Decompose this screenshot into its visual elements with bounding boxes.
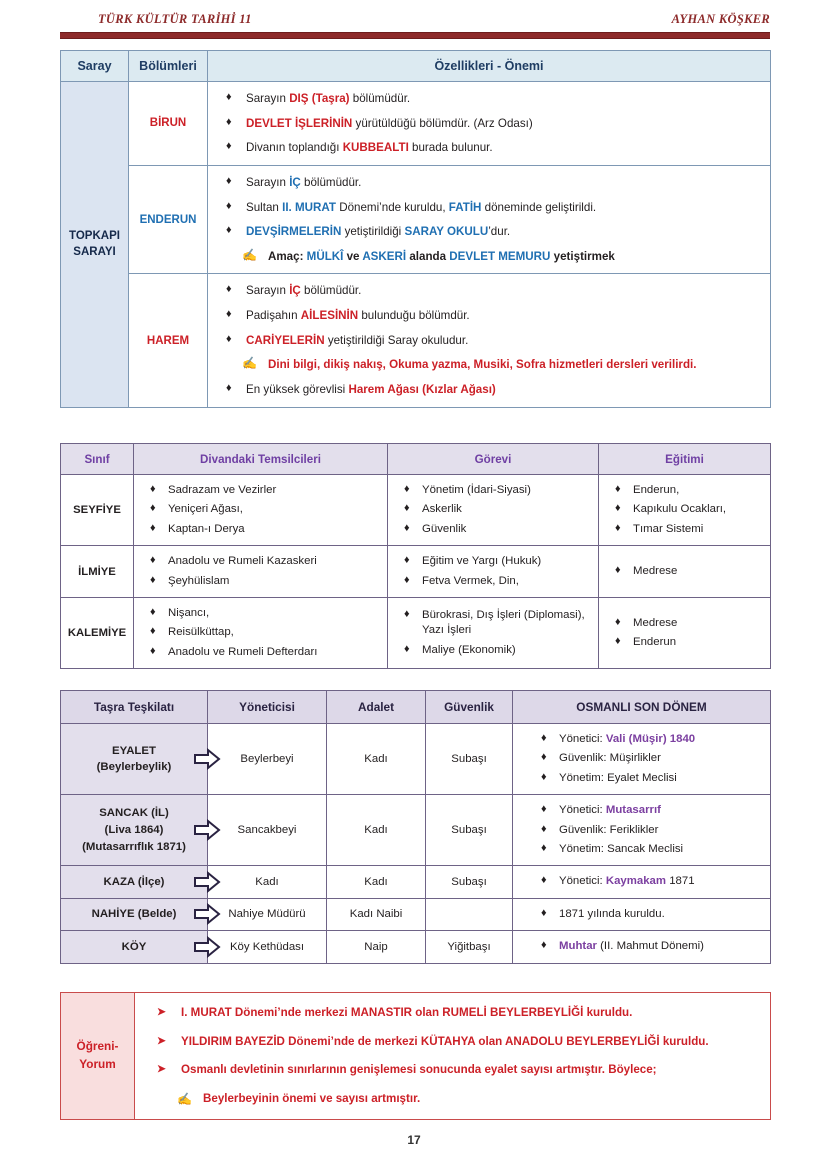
bullet-item <box>539 771 764 786</box>
section-details-cell <box>208 165 771 274</box>
security-cell: Subaşı <box>426 866 513 898</box>
section-details-cell <box>208 274 771 407</box>
bullet-item <box>539 907 764 922</box>
table-row <box>61 898 771 930</box>
note-box-body <box>135 993 771 1120</box>
table-row <box>61 274 771 407</box>
education-cell <box>599 597 771 668</box>
bullet-text: Sarayın İÇ bölümüdür. <box>246 175 362 189</box>
table-row <box>61 597 771 668</box>
bullet-text: Askerlik <box>422 503 462 516</box>
bullet-text: Yönetim (İdari-Siyasi) <box>422 484 531 496</box>
bullet-text: Anadolu ve Rumeli Kazaskeri <box>168 555 317 568</box>
bullet-item <box>224 175 760 191</box>
sub-note-item <box>224 357 760 373</box>
unit-label: SANCAK (İL) (Liva 1864) (Mutasarrıflık 1871) <box>82 807 186 853</box>
bullet-text: Nişancı, <box>168 606 210 619</box>
bullet-item <box>224 333 760 349</box>
col-header-ozellikleri: Özellikleri - Önemi <box>208 51 771 82</box>
governor-cell: Sancakbeyi <box>208 795 327 866</box>
bullet-item <box>148 554 381 569</box>
bullet-text: Bürokrasi, Dış İşleri (Diplomasi), Yazı İşleri <box>422 608 585 637</box>
bullet-list <box>402 554 592 589</box>
note-text: Osmanlı devletinin sınırlarının genişlemesi sonucunda eyalet sayısı artmıştır. Böylece; <box>181 1063 657 1077</box>
bullet-text: Şeyhülislam <box>168 574 230 587</box>
unit-label: EYALET (Beylerbeylik) <box>96 744 172 774</box>
bullet-item <box>402 608 592 639</box>
table-provincial-organization <box>60 690 771 964</box>
table-row <box>61 931 771 963</box>
table-social-classes <box>60 443 771 669</box>
duties-cell <box>388 475 599 546</box>
col-header-saray: Saray <box>61 51 129 82</box>
bullet-item <box>613 483 764 498</box>
bullet-item <box>402 502 592 517</box>
bullet-item <box>613 635 764 650</box>
pointing-hand-icon: ✍ <box>242 356 257 371</box>
bullet-text: Maliye (Ekonomik) <box>422 643 516 656</box>
bullet-item <box>224 308 760 324</box>
bullet-item <box>224 283 760 299</box>
late-period-cell <box>513 898 771 930</box>
bullet-item <box>613 564 764 579</box>
bullet-item <box>224 382 760 398</box>
bullet-text: Tımar Sistemi <box>633 522 704 535</box>
bullet-item <box>224 91 760 107</box>
administrative-unit-cell <box>61 795 208 866</box>
col-header-temsilciler: Divandaki Temsilcileri <box>134 444 388 475</box>
bullet-text: Anadolu ve Rumeli Defterdarı <box>168 645 318 658</box>
bullet-item <box>148 574 381 589</box>
table-row <box>61 866 771 898</box>
table-row <box>61 795 771 866</box>
section-name-cell: BİRUN <box>129 82 208 166</box>
section-name-cell: ENDERUN <box>129 165 208 274</box>
bullet-item <box>224 224 760 240</box>
bullet-text: Güvenlik <box>422 522 467 535</box>
governor-cell: Beylerbeyi <box>208 724 327 795</box>
administrative-unit-cell <box>61 931 208 963</box>
bullet-list <box>224 91 760 156</box>
bullet-list <box>539 874 764 889</box>
author-name: AYHAN KÖŞKER <box>671 12 770 26</box>
bullet-text: DEVLET İŞLERİNİN yürütüldüğü bölümdür. (Arz Odası) <box>246 116 533 130</box>
note-sub-item <box>155 1091 760 1107</box>
bullet-text: Yönetim: Sancak Meclisi <box>559 842 684 855</box>
bullet-list <box>148 606 381 660</box>
bullet-text: Dini bilgi, dikiş nakış, Okuma yazma, Musiki, Sofra hizmetleri dersleri verilirdi. <box>268 358 697 372</box>
bullet-item <box>148 625 381 640</box>
table-header-row <box>61 691 771 724</box>
pointing-hand-icon: ✍ <box>242 247 257 262</box>
bullet-item <box>402 554 592 569</box>
bullet-list <box>224 283 760 397</box>
bullet-item <box>613 502 764 517</box>
bullet-item <box>148 645 381 660</box>
bullet-item <box>148 606 381 621</box>
bullet-item <box>613 522 764 537</box>
note-text: YILDIRIM BAYEZİD Dönemi’nde de merkezi KÜTAHYA olan ANADOLU BEYLERBEYLİĞİ kuruldu. <box>181 1034 709 1048</box>
note-text: I. MURAT Dönemi’nde merkezi MANASTIR olan RUMELİ BEYLERBEYLİĞİ kuruldu. <box>181 1006 633 1019</box>
bullet-list <box>539 803 764 857</box>
bullet-list <box>613 564 764 579</box>
bullet-text: Amaç: MÜLKÎ ve ASKERİ alanda DEVLET MEMURU yetiştirmek <box>268 249 615 263</box>
table-row <box>61 475 771 546</box>
late-period-cell <box>513 795 771 866</box>
representatives-cell <box>134 597 388 668</box>
bullet-text: Sarayın İÇ bölümüdür. <box>246 284 362 298</box>
representatives-cell <box>134 546 388 598</box>
bullet-item <box>539 751 764 766</box>
bullet-text: En yüksek görevlisi Harem Ağası (Kızlar Ağası) <box>246 383 496 397</box>
header-rule <box>60 32 770 39</box>
note-box-ogreni-yorum <box>60 992 771 1120</box>
justice-cell: Naip <box>327 931 426 963</box>
bullet-item <box>224 140 760 156</box>
bullet-text: Sarayın DIŞ (Taşra) bölümüdür. <box>246 92 411 105</box>
note-list <box>155 1005 760 1107</box>
col-header-sinif: Sınıf <box>61 444 134 475</box>
note-box-tag: Öğreni- Yorum <box>61 993 135 1120</box>
section-details-cell <box>208 82 771 166</box>
justice-cell: Kadı <box>327 724 426 795</box>
bullet-text: Sadrazam ve Vezirler <box>168 484 277 496</box>
note-box-row <box>61 993 771 1120</box>
bullet-list <box>539 907 764 922</box>
table-header-row <box>61 444 771 475</box>
unit-label: KÖY <box>121 940 147 953</box>
administrative-unit-cell <box>61 724 208 795</box>
table-row <box>61 724 771 795</box>
palace-name-cell: TOPKAPI SARAYI <box>61 82 129 408</box>
pointing-hand-icon: ✍ <box>177 1091 192 1106</box>
administrative-unit-cell <box>61 866 208 898</box>
bullet-item <box>539 803 764 818</box>
bullet-text: Enderun, <box>633 484 680 496</box>
bullet-item <box>402 522 592 537</box>
education-cell <box>599 475 771 546</box>
unit-label: KAZA (İlçe) <box>103 875 165 888</box>
bullet-item <box>539 874 764 889</box>
bullet-item <box>402 574 592 589</box>
bullet-text: Fetva Vermek, Din, <box>422 574 519 587</box>
bullet-text: Divanın toplandığı KUBBEALTI burada bulunur. <box>246 141 493 155</box>
administrative-unit-cell <box>61 898 208 930</box>
bullet-item <box>148 502 381 517</box>
bullet-list <box>402 483 592 537</box>
table-topkapi-palace <box>60 50 771 408</box>
bullet-text: Eğitim ve Yargı (Hukuk) <box>422 555 542 568</box>
bullet-text: Yönetici: Mutasarrıf <box>559 804 661 817</box>
bullet-text: Enderun <box>633 636 677 649</box>
security-cell: Subaşı <box>426 795 513 866</box>
class-name-cell: KALEMİYE <box>61 597 134 668</box>
justice-cell: Kadı <box>327 795 426 866</box>
governor-cell: Nahiye Müdürü <box>208 898 327 930</box>
bullet-text: Güvenlik: Müşirlikler <box>559 752 661 765</box>
col-header-bolumleri: Bölümleri <box>129 51 208 82</box>
security-cell: Subaşı <box>426 724 513 795</box>
table-row <box>61 546 771 598</box>
bullet-text: Yeniçeri Ağası, <box>168 503 243 516</box>
col-header-tasra: Taşra Teşkilatı <box>61 691 208 724</box>
representatives-cell <box>134 475 388 546</box>
col-header-adalet: Adalet <box>327 691 426 724</box>
bullet-list <box>539 939 764 954</box>
table-row <box>61 165 771 274</box>
bullet-item <box>224 116 760 132</box>
class-name-cell: İLMİYE <box>61 546 134 598</box>
page-number: 17 <box>407 1133 421 1147</box>
bullet-text: Reisülküttap, <box>168 626 234 639</box>
duties-cell <box>388 597 599 668</box>
bullet-text: Sultan II. MURAT Dönemi’nde kuruldu, FATİH döneminde geliştirildi. <box>246 200 597 214</box>
bullet-item <box>539 939 764 954</box>
bullet-text: DEVŞİRMELERİN yetiştirildiği SARAY OKULU’dur. <box>246 225 511 239</box>
bullet-text: Medrese <box>633 564 678 577</box>
sub-note-item <box>224 249 760 265</box>
bullet-text: 1871 yılında kuruldu. <box>559 907 665 920</box>
governor-cell: Köy Kethüdası <box>208 931 327 963</box>
table-header-row <box>61 51 771 82</box>
bullet-item <box>613 616 764 631</box>
book-title: TÜRK KÜLTÜR TARİHİ 11 <box>98 12 252 26</box>
bullet-list <box>402 608 592 658</box>
bullet-text: Muhtar (II. Mahmut Dönemi) <box>559 940 704 953</box>
bullet-text: Yönetici: Kaymakam 1871 <box>559 875 695 888</box>
class-name-cell: SEYFİYE <box>61 475 134 546</box>
bullet-text: Medrese <box>633 616 678 629</box>
bullet-item <box>148 483 381 498</box>
late-period-cell <box>513 724 771 795</box>
col-header-gorevi: Görevi <box>388 444 599 475</box>
note-text: Beylerbeyinin önemi ve sayısı artmıştır. <box>203 1091 421 1105</box>
duties-cell <box>388 546 599 598</box>
section-name-cell: HAREM <box>129 274 208 407</box>
bullet-text: Yönetim: Eyalet Meclisi <box>559 771 677 784</box>
bullet-item <box>402 643 592 658</box>
justice-cell: Kadı <box>327 866 426 898</box>
bullet-text: Güvenlik: Feriklikler <box>559 823 659 836</box>
bullet-text: Padişahın AİLESİNİN bulunduğu bölümdür. <box>246 309 470 323</box>
col-header-egitimi: Eğitimi <box>599 444 771 475</box>
col-header-son-donem: OSMANLI SON DÖNEM <box>513 691 771 724</box>
bullet-item <box>224 200 760 216</box>
justice-cell: Kadı Naibi <box>327 898 426 930</box>
education-cell <box>599 546 771 598</box>
bullet-item <box>539 823 764 838</box>
bullet-list <box>613 616 764 651</box>
bullet-item <box>148 522 381 537</box>
bullet-list <box>613 483 764 537</box>
governor-cell: Kadı <box>208 866 327 898</box>
col-header-guvenlik: Güvenlik <box>426 691 513 724</box>
bullet-list <box>539 732 764 786</box>
late-period-cell <box>513 866 771 898</box>
bullet-item <box>402 483 592 498</box>
bullet-item <box>539 732 764 747</box>
security-cell <box>426 898 513 930</box>
note-item <box>155 1005 760 1021</box>
bullet-list <box>148 554 381 589</box>
bullet-text: Yönetici: Vali (Müşir) 1840 <box>559 733 696 745</box>
bullet-text: Kapıkulu Ocakları, <box>633 503 727 516</box>
note-item <box>155 1062 760 1078</box>
security-cell: Yiğitbaşı <box>426 931 513 963</box>
bullet-list <box>224 175 760 265</box>
bullet-text: CARİYELERİN yetiştirildiği Saray okuludur. <box>246 333 469 347</box>
col-header-yoneticisi: Yöneticisi <box>208 691 327 724</box>
late-period-cell <box>513 931 771 963</box>
unit-label: NAHİYE (Belde) <box>91 908 177 921</box>
bullet-list <box>148 483 381 537</box>
table-row <box>61 82 771 166</box>
note-item <box>155 1034 760 1050</box>
bullet-text: Kaptan-ı Derya <box>168 522 245 535</box>
bullet-item <box>539 842 764 857</box>
